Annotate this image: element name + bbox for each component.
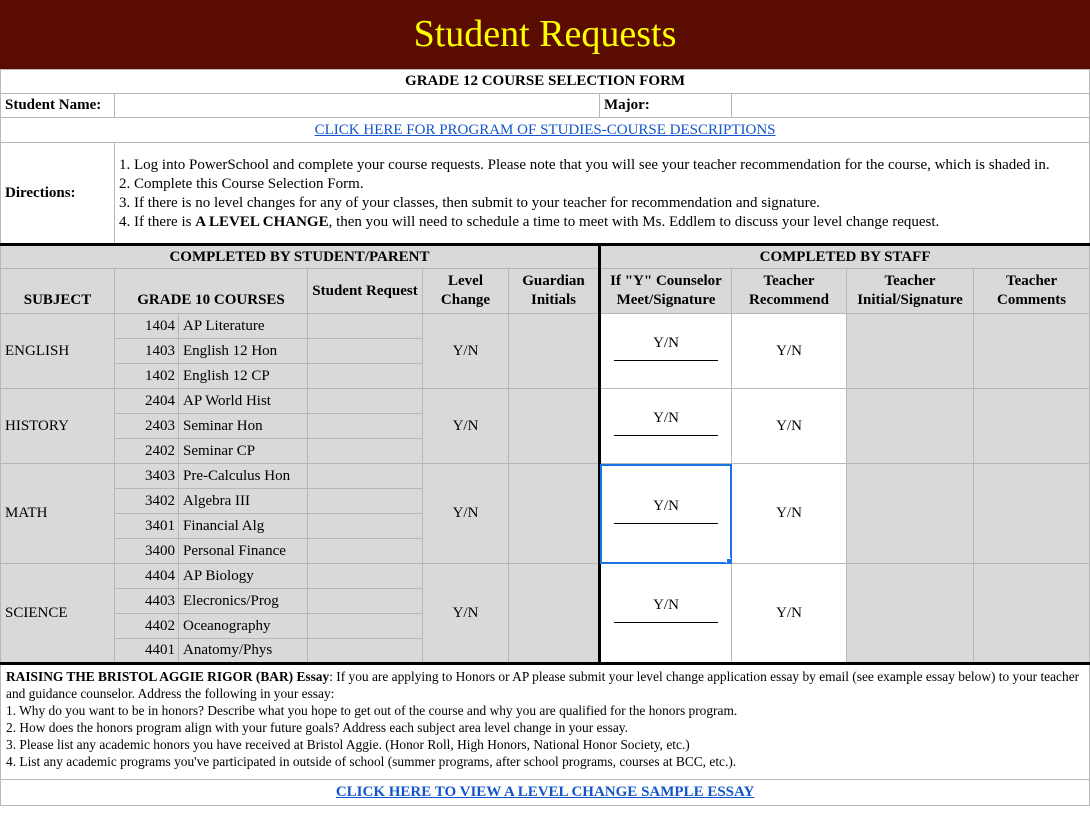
major-label: Major:	[600, 94, 732, 118]
essay-instructions	[1, 664, 1090, 780]
course-name: Algebra III	[179, 489, 308, 514]
course-name: Seminar Hon	[179, 414, 308, 439]
course-code: 3402	[115, 489, 179, 514]
course-name: Seminar CP	[179, 439, 308, 464]
course-name: Oceanography	[179, 614, 308, 639]
teacher-comments-cell[interactable]	[974, 314, 1090, 389]
teacher-initial-header: Teacher Initial/Signature	[847, 269, 974, 314]
teacher-comments-cell[interactable]	[974, 564, 1090, 664]
course-name: Elecronics/Prog	[179, 589, 308, 614]
teacher-initial-cell[interactable]	[847, 389, 974, 464]
subject-science: SCIENCE	[1, 564, 115, 664]
course-name: Financial Alg	[179, 514, 308, 539]
courses-header: GRADE 10 COURSES	[115, 269, 308, 314]
teacher-initial-cell[interactable]	[847, 464, 974, 564]
essay-item-4: 4. List any academic programs you've participated in outside of school (summer programs, after school programs, courses at BCC, etc.).	[6, 754, 737, 769]
essay-item-2: 2. How does the honors program align with your future goals? Address each subject area level change in your essay.	[6, 720, 628, 735]
student-request-cell[interactable]	[308, 564, 423, 589]
subject-header: SUBJECT	[1, 269, 115, 314]
student-request-cell[interactable]	[308, 539, 423, 564]
direction-step-1: 1. Log into PowerSchool and complete your course requests. Please note that you will see your teacher recommendation for the course, which is shaded in.	[119, 157, 1050, 173]
guardian-initials-cell[interactable]	[509, 564, 600, 664]
guardian-initials-header: Guardian Initials	[509, 269, 600, 314]
teacher-initial-cell[interactable]	[847, 314, 974, 389]
course-name: Pre-Calculus Hon	[179, 464, 308, 489]
level-change-cell[interactable]: Y/N	[423, 389, 509, 464]
course-name: English 12 CP	[179, 364, 308, 389]
page-banner	[0, 0, 1090, 69]
directions-label: Directions:	[1, 143, 115, 245]
course-name: Personal Finance	[179, 539, 308, 564]
sample-essay-link[interactable]: CLICK HERE TO VIEW A LEVEL CHANGE SAMPLE ESSAY	[335, 784, 755, 800]
course-code: 2403	[115, 414, 179, 439]
teacher-initial-cell[interactable]	[847, 564, 974, 664]
course-name: AP Biology	[179, 564, 308, 589]
counselor-cell[interactable]: Y/N	[600, 389, 732, 464]
selection-fill-handle[interactable]	[726, 558, 732, 564]
course-code: 2402	[115, 439, 179, 464]
direction-step-3: 3. If there is no level changes for any of your classes, then submit to your teacher for recommendation and signature.	[119, 195, 821, 211]
course-code: 3403	[115, 464, 179, 489]
counselor-cell[interactable]: Y/N	[600, 314, 732, 389]
teacher-comments-header: Teacher Comments	[974, 269, 1090, 314]
course-code: 1402	[115, 364, 179, 389]
direction-step-2: 2. Complete this Course Selection Form.	[119, 176, 364, 192]
teacher-comments-cell[interactable]	[974, 389, 1090, 464]
page-title: Student Requests	[413, 13, 677, 55]
spreadsheet[interactable]	[0, 69, 1090, 824]
guardian-initials-cell[interactable]	[509, 389, 600, 464]
subject-history: HISTORY	[1, 389, 115, 464]
level-change-cell[interactable]: Y/N	[423, 464, 509, 564]
course-selection-table	[0, 69, 1090, 806]
course-name: AP World Hist	[179, 389, 308, 414]
student-request-header: Student Request	[308, 269, 423, 314]
essay-item-1: 1. Why do you want to be in honors? Describe what you hope to get out of the course and why you are qualified for the honors program.	[6, 703, 738, 718]
essay-intro: RAISING THE BRISTOL AGGIE RIGOR (BAR) Essay: If you are applying to Honors or AP please submit your level change application essay by email (see example essay below) to your teacher and guidance counselor. Address the following in your essay:	[6, 669, 1080, 701]
course-code: 1403	[115, 339, 179, 364]
level-change-cell[interactable]: Y/N	[423, 564, 509, 664]
student-name-input[interactable]	[115, 94, 600, 118]
student-request-cell[interactable]	[308, 589, 423, 614]
student-request-cell[interactable]	[308, 489, 423, 514]
subject-math: MATH	[1, 464, 115, 564]
guardian-initials-cell[interactable]	[509, 314, 600, 389]
course-name: AP Literature	[179, 314, 308, 339]
student-request-cell[interactable]	[308, 614, 423, 639]
directions-text	[115, 143, 1090, 245]
teacher-recommend-cell[interactable]: Y/N	[732, 389, 847, 464]
guardian-initials-cell[interactable]	[509, 464, 600, 564]
course-code: 4402	[115, 614, 179, 639]
teacher-recommend-header: Teacher Recommend	[732, 269, 847, 314]
student-request-cell[interactable]	[308, 414, 423, 439]
student-name-label: Student Name:	[1, 94, 115, 118]
course-code: 4401	[115, 639, 179, 664]
subject-english: ENGLISH	[1, 314, 115, 389]
teacher-recommend-cell[interactable]: Y/N	[732, 464, 847, 564]
student-request-cell[interactable]	[308, 439, 423, 464]
teacher-comments-cell[interactable]	[974, 464, 1090, 564]
course-code: 4403	[115, 589, 179, 614]
counselor-cell[interactable]: Y/N	[600, 564, 732, 664]
essay-item-3: 3. Please list any academic honors you have received at Bristol Aggie. (Honor Roll, High Honors, National Honor Society, etc.)	[6, 737, 690, 752]
student-section-header: COMPLETED BY STUDENT/PARENT	[1, 245, 600, 269]
staff-section-header: COMPLETED BY STAFF	[600, 245, 1090, 269]
level-change-header: Level Change	[423, 269, 509, 314]
course-code: 3401	[115, 514, 179, 539]
course-name: Anatomy/Phys	[179, 639, 308, 664]
counselor-header: If "Y" Counselor Meet/Signature	[600, 269, 732, 314]
form-title: GRADE 12 COURSE SELECTION FORM	[1, 70, 1090, 94]
level-change-cell[interactable]: Y/N	[423, 314, 509, 389]
teacher-recommend-cell[interactable]: Y/N	[732, 314, 847, 389]
course-name: English 12 Hon	[179, 339, 308, 364]
student-request-cell[interactable]	[308, 464, 423, 489]
direction-step-4: 4. If there is A LEVEL CHANGE, then you will need to schedule a time to meet with Ms. Eddlem to discuss your level change request.	[119, 214, 940, 230]
student-request-cell[interactable]	[308, 514, 423, 539]
major-input[interactable]	[732, 94, 1090, 118]
course-code: 4404	[115, 564, 179, 589]
student-request-cell[interactable]	[308, 364, 423, 389]
teacher-recommend-cell[interactable]: Y/N	[732, 564, 847, 664]
course-code: 2404	[115, 389, 179, 414]
student-request-cell[interactable]	[308, 639, 423, 664]
student-request-cell[interactable]	[308, 314, 423, 339]
counselor-cell-selected[interactable]: Y/N	[600, 464, 732, 564]
program-of-studies-link[interactable]: CLICK HERE FOR PROGRAM OF STUDIES-COURSE DESCRIPTIONS	[314, 121, 776, 138]
student-request-cell[interactable]	[308, 339, 423, 364]
course-code: 1404	[115, 314, 179, 339]
student-request-cell[interactable]	[308, 389, 423, 414]
course-code: 3400	[115, 539, 179, 564]
